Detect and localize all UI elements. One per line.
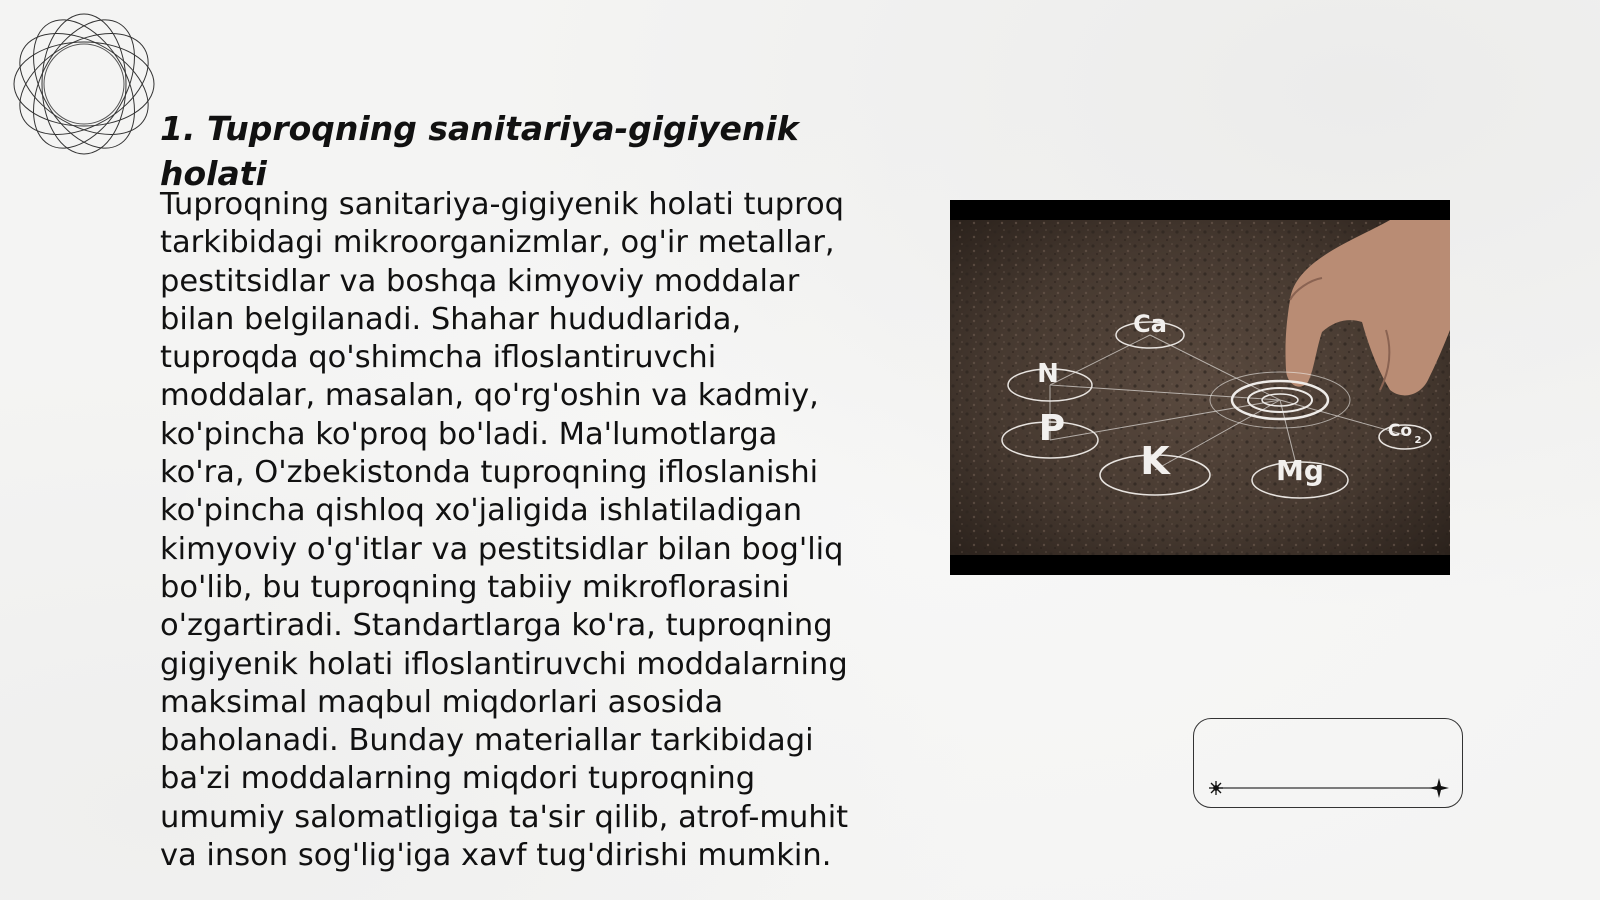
nutrient-label-ca: Ca [1133, 310, 1167, 338]
nutrient-label-co2-subscript: 2 [1414, 435, 1422, 446]
nutrient-label-co2: Co [1387, 421, 1413, 441]
sparkle-icon [1209, 781, 1223, 795]
nutrient-label-mg: Mg [1276, 454, 1324, 487]
interlaced-circles-ornament [10, 10, 158, 158]
nutrient-label-k: K [1140, 439, 1170, 483]
soil-nutrients-photo [950, 200, 1450, 575]
nutrient-label-p: P [1038, 408, 1066, 449]
decorative-rounded-box [1193, 718, 1463, 808]
four-point-star-icon [1429, 778, 1449, 798]
slide-title: 1. Tuproqning sanitariya-gigiyenik holati [160, 109, 799, 193]
slide-body-text: Tuproqning sanitariya-gigiyenik holati tuproq tarkibidagi mikroorganizmlar, og'ir metallar, pestitsidlar va boshqa kimyoviy moddalar bilan belgilanadi. Shahar hududlarida, tuproqda qo'shimcha ifloslantiruvchi moddalar, masalan, qo'rg'oshin va kadmiy, ko'pincha ko'proq bo'ladi. Ma'lumotlarga ko'ra, O'zbekistonda tuproqning ifloslanishi ko'pincha qishloq xo'jaligida ishlatiladigan kimyoviy o'g'itlar va pestitsidlar bilan bog'liq bo'lib, bu tuproqning tabiiy mikroflorasini o'zgartiradi. Standartlarga ko'ra, tuproqning gigiyenik holati ifloslantiruvchi moddalarning maksimal maqbul miqdorlari asosida baholanadi. Bunday materiallar tarkibidagi ba'zi moddalarning miqdori tuproqning umumiy salomatligiga ta'sir qilib, atrof-muhit va inson sog'lig'iga xavf tug'dirishi mumkin. [160, 187, 849, 874]
nutrient-label-n: N [1037, 359, 1059, 389]
